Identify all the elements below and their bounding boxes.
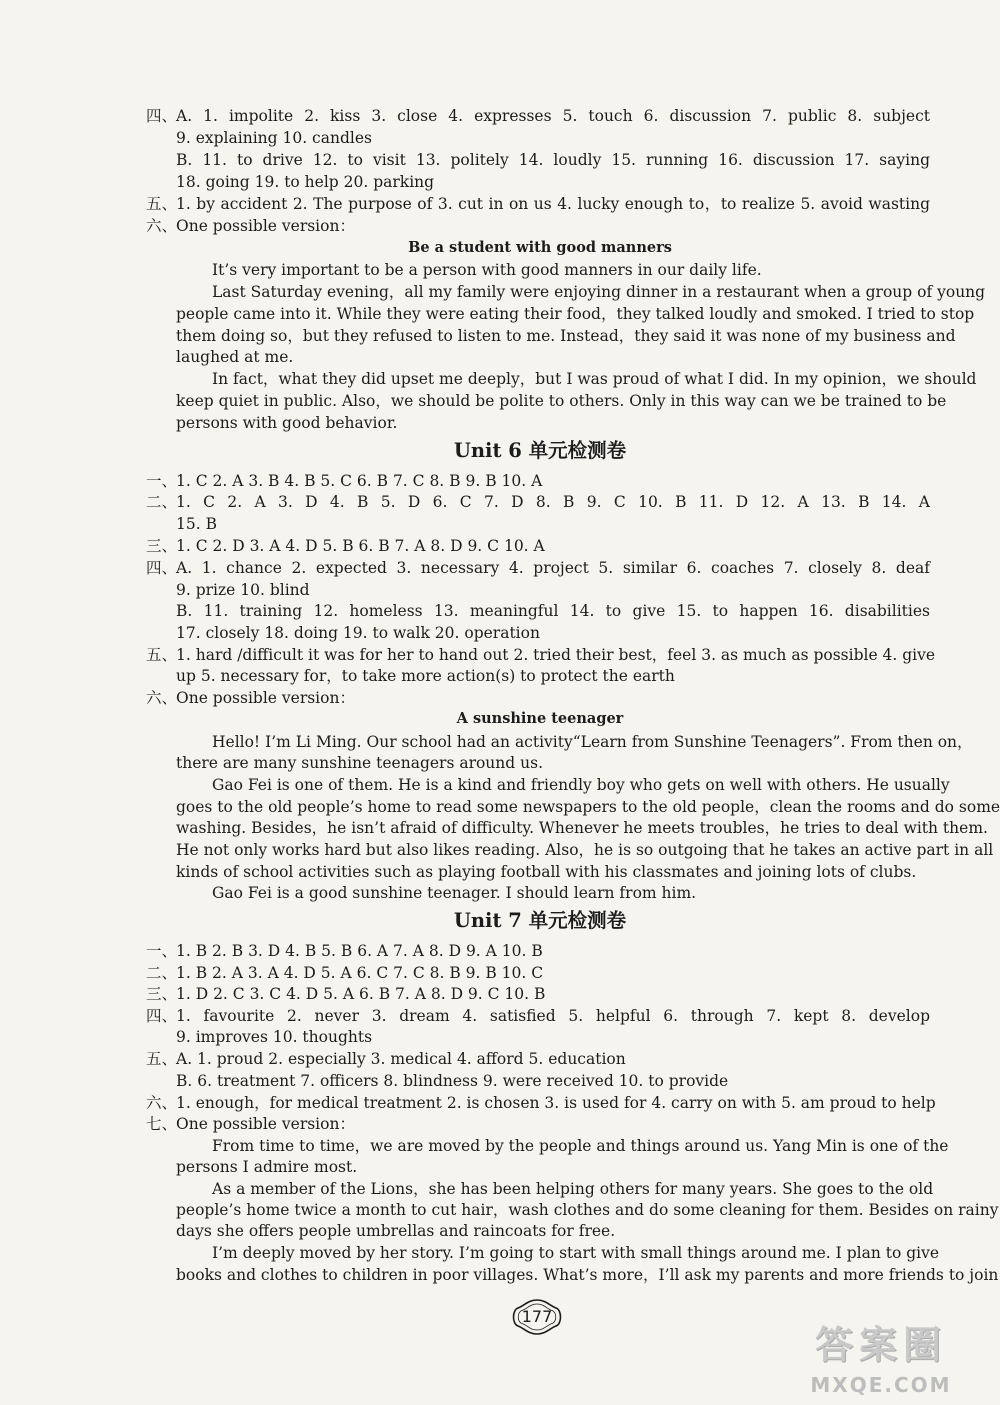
essay-text: books and clothes to children in poor villages. What’s more，I’ll ask my parents and more friends to join [176,1266,999,1284]
question-number: 六、 [146,1094,178,1112]
q5-line [0,1070,1000,1092]
essay-text: keep quiet in public. Also，we should be polite to others. Only in this way can we be trained to be [176,392,947,410]
essay-text: Hello! I’m Li Ming. Our school had an activity“Learn from Sunshine Teenagers”. From then on， [212,733,973,751]
essay-text: people came into it. While they were eating their food，they talked loudly and smoked. I tried to stop [176,305,975,323]
essay-line [0,882,1000,904]
essay-text: Last Saturday evening，all my family were enjoying dinner in a restaurant when a group of young [212,283,986,301]
q6-line [0,215,1000,237]
unit-heading: Unit 7 单元检测卷 [453,909,627,932]
watermark-logo [770,1322,992,1402]
q4-line [0,600,1000,622]
q7-line [0,1113,1000,1135]
q6-line [0,687,1000,709]
q4-line [0,1005,1000,1027]
essay-text: He not only works hard but also likes reading. Also，he is so outgoing that he takes an active part in all [176,841,994,859]
q4-line [0,171,1000,193]
essay-line [0,1264,1000,1286]
essay-text: kinds of school activities such as playing football with his classmates and joining lots of clubs. [176,863,917,881]
essay-text: persons with good behavior. [176,414,398,432]
answer-text: 1. enough，for medical treatment 2. is chosen 3. is used for 4. carry on with 5. am proud to help [176,1094,936,1112]
essay-line [0,346,1000,368]
essay-line [0,368,1000,390]
q3-line [0,983,1000,1005]
essay-title: A sunshine teenager [456,710,624,727]
answer-text: 1. C 2. A 3. B 4. B 5. C 6. B 7. C 8. B 9. B 10. A [176,472,543,490]
question-number: 三、 [146,537,178,555]
q5-line [0,1048,1000,1070]
answer-text: A. 1. chance 2. expected 3. necessary 4. project 5. similar 6. coaches 7. closely 8. deaf [176,559,930,577]
answer-text: 1. hard /difficult it was for her to hand out 2. tried their best，feel 3. as much as possible 4. give [176,646,936,664]
answer-text: A. 1. proud 2. especially 3. medical 4. afford 5. education [176,1050,626,1068]
q1-line [0,470,1000,492]
question-number: 七、 [146,1115,178,1133]
q4-line [0,557,1000,579]
page-number-text: 177 [521,1307,553,1326]
page-number [510,1298,564,1336]
essay-line [0,325,1000,347]
essay-text: washing. Besides，he isn’t afraid of difficulty. Whenever he meets troubles，he tries to deal with them. [176,819,988,837]
q2-line [0,962,1000,984]
answer-text: A. 1. impolite 2. kiss 3. close 4. expresses 5. touch 6. discussion 7. public 8. subject [176,107,930,125]
q6-line [0,1092,1000,1114]
question-number: 五、 [146,1050,178,1068]
answer-text: 1. D 2. C 3. C 4. D 5. A 6. B 7. A 8. D 9. C 10. B [176,985,546,1003]
essay-text: From time to time，we are moved by the people and things around us. Yang Min is one of the [212,1137,949,1155]
question-number: 二、 [146,964,178,982]
essay-line [0,281,1000,303]
answer-text: One possible version： [176,217,355,235]
answer-text: 1. C 2. D 3. A 4. D 5. B 6. B 7. A 8. D 9. C 10. A [176,537,545,555]
q2-line [0,491,1000,513]
essay-line [0,817,1000,839]
essay-line [0,796,1000,818]
essay-line [0,1178,1000,1200]
essay-text: there are many sunshine teenagers around us. [176,754,543,772]
answer-text: 1. favourite 2. never 3. dream 4. satisfied 5. helpful 6. through 7. kept 8. develop [176,1007,930,1025]
question-number: 三、 [146,985,178,1003]
essay-text: In fact，what they did upset me deeply，but I was proud of what I did. In my opinion，we should [212,370,977,388]
question-number: 五、 [146,195,178,213]
question-number: 四、 [146,107,178,125]
essay-line [0,412,1000,434]
essay-text: I’m deeply moved by her story. I’m going to start with small things around me. I plan to give [212,1244,940,1262]
answer-text: 9. improves 10. thoughts [176,1028,373,1046]
question-number: 五、 [146,646,178,664]
watermark-main: 答案圈 [814,1323,947,1367]
essay-title: Be a student with good manners [408,239,672,256]
essay-line [0,303,1000,325]
q5-line [0,665,1000,687]
question-number: 六、 [146,217,178,235]
answer-text: 1. by accident 2. The purpose of 3. cut in on us 4. lucky enough to，to realize 5. avoid wasting [176,195,930,213]
essay-text: Gao Fei is a good sunshine teenager. I should learn from him. [212,884,697,902]
essay-line [0,731,1000,753]
essay-line [0,259,1000,281]
essay-text: persons I admire most. [176,1158,358,1176]
essay-line [0,1199,1000,1221]
q5-line [0,193,1000,215]
question-number: 四、 [146,559,178,577]
answer-text: B. 6. treatment 7. officers 8. blindness 9. were received 10. to provide [176,1072,729,1090]
essay-text: As a member of the Lions，she has been helping others for many years. She goes to the old [212,1180,934,1198]
essay-line [0,752,1000,774]
answer-text: B. 11. to drive 12. to visit 13. politely 14. loudly 15. running 16. discussion 17. saying [176,151,930,169]
q5-line [0,644,1000,666]
essay-text: people’s home twice a month to cut hair，wash clothes and do some cleaning for them. Besides on rainy [176,1201,999,1219]
essay-text: Gao Fei is one of them. He is a kind and friendly boy who gets on well with others. He usually [212,776,950,794]
watermark-url: MXQE.COM [810,1373,952,1397]
q4-line [0,579,1000,601]
answer-text: 1. C 2. A 3. D 4. B 5. D 6. C 7. D 8. B 9. C 10. B 11. D 12. A 13. B 14. A [176,493,930,511]
answer-text: 9. prize 10. blind [176,581,310,599]
question-number: 六、 [146,689,178,707]
q1-line [0,940,1000,962]
essay-text: laughed at me. [176,348,294,366]
essay-text: days she offers people umbrellas and raincoats for free. [176,1222,616,1240]
answer-text: One possible version： [176,1115,355,1133]
answer-text: 17. closely 18. doing 19. to walk 20. operation [176,624,540,642]
essay-line [0,1156,1000,1178]
essay-line [0,1220,1000,1242]
answer-text: B. 11. training 12. homeless 13. meaningful 14. to give 15. to happen 16. disabilities [176,602,930,620]
unit-heading: Unit 6 单元检测卷 [453,439,627,462]
essay-text: goes to the old people’s home to read some newspapers to the old people，clean the rooms and do some [176,798,1000,816]
answer-text: 1. B 2. A 3. A 4. D 5. A 6. C 7. C 8. B 9. B 10. C [176,964,544,982]
q4-line [0,1026,1000,1048]
essay-line [0,839,1000,861]
q4-line [0,127,1000,149]
essay-line [0,774,1000,796]
question-number: 一、 [146,472,178,490]
answer-text: 1. B 2. B 3. D 4. B 5. B 6. A 7. A 8. D 9. A 10. B [176,942,543,960]
answer-text: 18. going 19. to help 20. parking [176,173,435,191]
answer-text: up 5. necessary for，to take more action(s) to protect the earth [176,667,675,685]
answer-text: One possible version： [176,689,355,707]
essay-text: It’s very important to be a person with good manners in our daily life. [212,261,762,279]
q2-line [0,513,1000,535]
question-number: 二、 [146,493,178,511]
essay-line [0,861,1000,883]
essay-text: them doing so，but they refused to listen to me. Instead，they said it was none of my business and [176,327,956,345]
q4-line [0,622,1000,644]
essay-line [0,390,1000,412]
question-number: 一、 [146,942,178,960]
answer-text: 15. B [176,515,217,533]
answer-text: 9. explaining 10. candles [176,129,372,147]
question-number: 四、 [146,1007,178,1025]
q4-line [0,149,1000,171]
essay-line [0,1135,1000,1157]
essay-line [0,1242,1000,1264]
q3-line [0,535,1000,557]
q4-line [0,105,1000,127]
